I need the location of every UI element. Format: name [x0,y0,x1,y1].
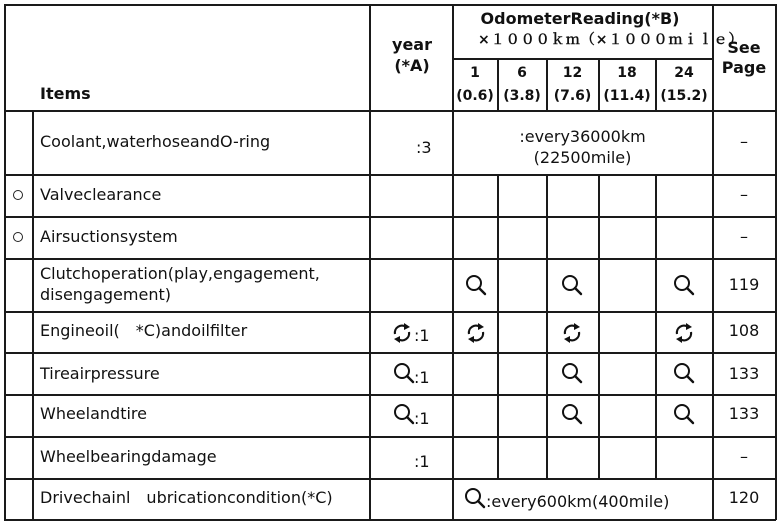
page-ref: – [740,185,748,204]
interval-mile: (15.2) [660,88,708,104]
circular-arrows-replace-icon [673,322,695,344]
item-label: Airsuctionsystem [40,227,178,246]
magnifier-inspect-icon [561,274,583,296]
interval-span-text: :every600km(400mile) [486,492,670,511]
circular-arrows-replace-icon [465,322,487,344]
rule-row-5 [4,352,776,354]
item-label: Tireairpressure [40,364,160,383]
item-label: Valveclearance [40,185,162,204]
odometer-title: OdometerReading(*B) [480,9,680,28]
item-label: Wheelbearingdamage [40,447,217,466]
item-label: Coolant,waterhoseandO-ring [40,132,271,151]
page-ref: 108 [728,321,760,340]
rule-row-8 [4,478,776,480]
page-header: Page [721,58,767,77]
magnifier-inspect-icon [561,403,583,425]
rule-header-bottom [4,110,776,112]
magnifier-inspect-icon [465,274,487,296]
rule-bottom [4,519,776,521]
page-ref: – [740,227,748,246]
interval-mile: (3.8) [503,88,541,104]
circular-arrows-replace-icon [561,322,583,344]
rule-row-1 [4,174,776,176]
interval-km: 18 [617,65,637,81]
rule-int-1b [497,174,499,479]
year-header-note: (*A) [394,56,430,75]
items-header: Items [40,84,91,103]
year-interval: :1 [414,409,430,428]
interval-mile: (11.4) [603,88,651,104]
item-label: Drivechainl ubricationcondition(*C) [40,488,333,507]
year-interval: :3 [416,138,432,157]
page-ref: 133 [728,364,760,383]
see-header: See [727,38,761,57]
magnifier-inspect-icon [561,362,583,384]
magnifier-inspect-icon [673,403,695,425]
rule-interval-header [453,58,713,60]
page-ref: 120 [728,488,760,507]
circle-marker-icon [13,190,23,200]
item-label: Engineoil( *C)andoilfilter [40,321,248,340]
page-ref: – [740,132,748,151]
rule-year-col [369,4,371,520]
rule-right [775,4,777,520]
item-label: Clutchoperation(play,engagement, [40,264,320,283]
rule-interval-start [452,4,454,520]
odometer-unit: ×１０００ｋｍ（×１０００ｍｉｌｅ） [478,32,744,48]
item-label: disengagement) [40,285,171,304]
rule-row-2 [4,216,776,218]
rule-marker-col [32,110,34,520]
interval-span-text: (22500mile) [533,148,632,167]
interval-span-text: :every36000km [519,127,646,146]
magnifier-inspect-icon [464,487,486,509]
magnifier-inspect-icon [393,403,415,425]
circle-marker-icon [13,232,23,242]
magnifier-inspect-icon [393,362,415,384]
circular-arrows-replace-icon [391,322,413,344]
interval-mile: (0.6) [456,88,494,104]
rule-int-2b [546,174,548,479]
page-ref: 133 [728,404,760,423]
interval-km: 12 [562,65,583,81]
year-interval: :1 [414,368,430,387]
item-label: Wheelandtire [40,404,147,423]
interval-km: 6 [517,65,527,81]
rule-left [4,4,6,520]
year-interval: :1 [414,452,430,471]
magnifier-inspect-icon [673,362,695,384]
year-interval: :1 [414,326,430,345]
page-ref: 119 [728,275,760,294]
interval-mile: (7.6) [553,88,592,104]
rule-page-col [712,4,714,520]
magnifier-inspect-icon [673,274,695,296]
year-header: year [392,35,432,54]
rule-row-3 [4,258,776,260]
rule-row-6 [4,394,776,396]
rule-row-4 [4,311,776,313]
interval-km: 1 [470,65,480,81]
interval-km: 24 [674,65,694,81]
page-ref: – [740,447,748,466]
rule-int-3b [598,174,600,479]
rule-top [4,4,776,6]
rule-row-7 [4,436,776,438]
rule-int-4b [655,174,657,479]
